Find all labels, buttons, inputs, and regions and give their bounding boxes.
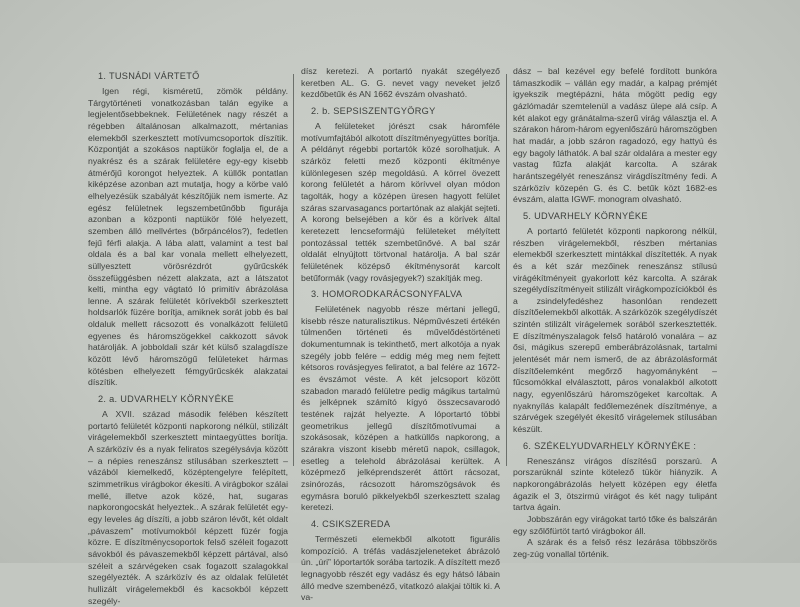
paragraph: Természeti elemekből alkotott figurális kompozíció. A tréfás vadászjeleneteket ábrázoló ún. „úri” lóportartók sorába tartozik. A díszített mező legnagyobb részét egy vadász és egy hátsó lábain álló medve szembenéző, vitatkozó alakjai töltik ki. A va- (301, 533, 500, 603)
section-heading: 5. UDVARHELY KÖRNYÉKE (523, 210, 648, 221)
section-heading: 3. HOMORODKARÁCSONYFALVA (311, 289, 463, 300)
section-heading: 2. b. SEPSISZENTGYÖRGY (311, 105, 436, 116)
paragraph: dász – bal kezével egy befelé fordított bunkóra támaszkodik – vállán egy madár, a kalpag prémjét igyekszik megtépázni, háta mögött pedig egy gázlómadár szemtelenül a vadász ülepe alá csíp. A két alakot egy gránátalma-szerű virág választja el. A szárakon három-három egyenlőszárú háromszögben hat madár, a jobb száron ragadozó, egy hattyú és egy bagoly láthatók. A bal szár oldalára a mester egy vastag fűzfa alakját karcolta. A szárak harántszegélyét reneszánsz virágdíszítmény fedi. A szárközív közepén G. és C. betűk közt 1682-es évszám, alatta IGWF. monogram olvasható. (513, 66, 717, 205)
section-heading: 4. CSIKSZEREDA (311, 518, 391, 529)
paragraph: Jobbszárán egy virágokat tartó tőke és balszárán egy szőlőfürtöt tartó virágbokor áll. (513, 513, 717, 536)
paragraph: A portartó felületét központi napkorong nélkül, részben virágelemekből, részben mértanias elemekből szerkesztett mintákkal díszítették. A nyak és a két szár mezőinek reneszánsz stílusú virágékítményeit gyakorlott kéz karcolta. A szárak szegélydíszítményeit stilizált virágkompozíciókból és a zsindelyfedéshez hasonlóan rendezett díszítőelemekből alkották. A szárközök szegélydíszét szintén stilizált virágelemek sorából szerkesztették. E díszítményszalagok felső határoló vonalára – az ősi, mágikus szerepű emberábrázolásnak, tartalmi jelentését már nem ismerő, de az ábrázolásformát díszítőelemként megőrző hagyományként – fűcsomókkal elválasztott, páros vonalakból alkotott nagy, egyenlőszárú háromszögeket karcoltak. A nyaknyílás kalapált fedőlemezének díszítménye, a szárvégek szegélyét ékesítő virágelemek stílusában készült. (513, 225, 717, 435)
column-1 (88, 66, 288, 607)
paragraph: dísz keretezi. A portartó nyakát szegélyező keretben AL. G. G. nevet vagy neveket jelző kezdőbetűk és AN 1662 évszám olvasható. (301, 66, 500, 100)
paragraph: A szárak és a felső rész lezárása többszörös zeg-zúg vonallal történik. (513, 537, 717, 559)
section-heading: 2. a. UDVARHELY KÖRNYÉKE (98, 394, 234, 405)
section-heading: 6. SZÉKELYUDVARHELY KÖRNYÉKE : (523, 440, 697, 451)
column-divider (506, 74, 507, 466)
column-2 (301, 66, 500, 604)
paragraph: Reneszánsz virágos díszítésű porszarú. A porszarúknál szinte kötelező tükör hiányzik. A napkorongábrázolás helyett középen egy életfa ágazik el 3, ötszirmú virágot és két nagy tulipánt tartva ágain. (513, 455, 717, 513)
column-divider (293, 74, 294, 466)
paragraph: A XVII. század második felében készített portartó felületét központi napkorong nélkül, stilizált virágelemekből szerkesztett mintaegyüttes borítja. A szárközív és a nyak feliratos szegélysávja között – a népies reneszánsz stílusában szerkesztett – vázából kiemelkedő, középtengelyre felépített, szimmetrikus virágbokor ékesíti. A virágbokor szálai mellé, illetve azok közé, hat, sugaras napkorongocskát helyeztek.. A szárak felületét egy-egy leveles ág díszíti, a jobb száron lévőt, két oldalt „pávaszem” motívumokból képzett füzér fogja közre. E díszítménycsoportok felső széleit fogazott sávokból és pávaszemekből képzett pártával, alsó széleit a szárvégeken csak fogazott szalagokkal szegélyezték. A szárközív és az oldalak felületét hullizált virágelemekből és kacsokból képzett szegély- (88, 409, 288, 606)
column-3 (513, 66, 717, 561)
paragraph: Felületének nagyobb része mértani jellegű, kisebb része naturalisztikus. Népművészeti értékén túlmenően történeti és művelődéstörténeti dokumentumnak is tekinthető, mert alkotója a nyak szegély jobb felére – eddig még meg nem fejtett kétsoros rovásjegyes feliratot, a bal felére az 1672-es évszámot véste. A két jelcsoport között szabadon maradó felületre pedig mágikus tartalmú és jelképnek számító kígyó összecsavarodó testének rajzát helyezte. A lóportartó többi geometrikus jellegű díszítőmotívumai a szokásosak, középen a hatküllős napkorong, a szárakra viszont kisebb méretű napok, csillagok, esetleg a telehold ábrázolásai kerültek. A középmező jelképrendszerét áttört rácsozat, zsinórozás, rácsozott háromszögsávok és egymásra boruló pikkelyekből szerkesztett szalag keretezi. (301, 304, 500, 513)
paragraph: Igen régi, kisméretű, zömök példány. Tárgytörténeti vonatkozásban talán egyike a legjelentősebbeknek. Felületének nagy részét a régebben általánosan alkalmazott, mértanias elemekből szerkesztett motívumcsoportok díszítik. Központját a szokásos naptükör foglalja el, de a nyakrész és a szárak felületére egy-egy kisebb átmérőjű korongot helyeztek. A küllők pontatlan kiképzése azonban azt mutatja, hogy a körbe való elhelyezésük szabályát készítőjük nem ismerte. Az egész felületnek legszembetűnőbb figurája azonban a központi naptükör fölé helyezett, szemben álló mellvértes (bőrpáncélos?), fedetlen fejű férfi alakja. A lába alatt, valamint a test bal oldala és a bal kar vonala mellett elhelyezett, süllyesztett vörösrézdrót gyűrűcskék összefüggésben nézett alakzata, azt a látszatot kelti, mintha egy vágtató ló primitív ábrázolása lenne. A szárak felületét körívekből szerkesztett holdsarlók füzére borítja, amiknek sorát jobb és bal oldaluk mellett rácsozott és vonalkázott felületű egyenes és háromszögekkel cakkozott sávok határolják. A jobboldali szár két külső szalagdísze között lévő háromszögű felületeket hármas kötésben elhelyezett fémgyűrűcskék alakzatai díszítik. (88, 86, 288, 388)
section-heading: 1. TUSNÁDI VÁRTETŐ (98, 71, 200, 81)
paragraph: A felületeket jórészt csak háromféle motívumfajtából alkotott díszítményegyüttes borítja. A példányt régebbi portartók közé sorolhatjuk. A szárköz feletti mező központi ékítménye különlegesen szép megoldású. A körrel övezett korong felületét a három körívvel olyan módon tagolták, hogy a középen üresen hagyott felület száras szarvasagancs portartónak az alakját sejteti. A korong belsejében a kör és a körívek által keretezett lencseformájú felületeket mélyített pontozással tették szembetűnővé. A bal szár oldalát elnyújtott törtvonal határolja. A bal szár felületének középső ékítménysorát karcolt betűformák (vagy rovásjegyek?) szakítják meg. (301, 120, 500, 283)
